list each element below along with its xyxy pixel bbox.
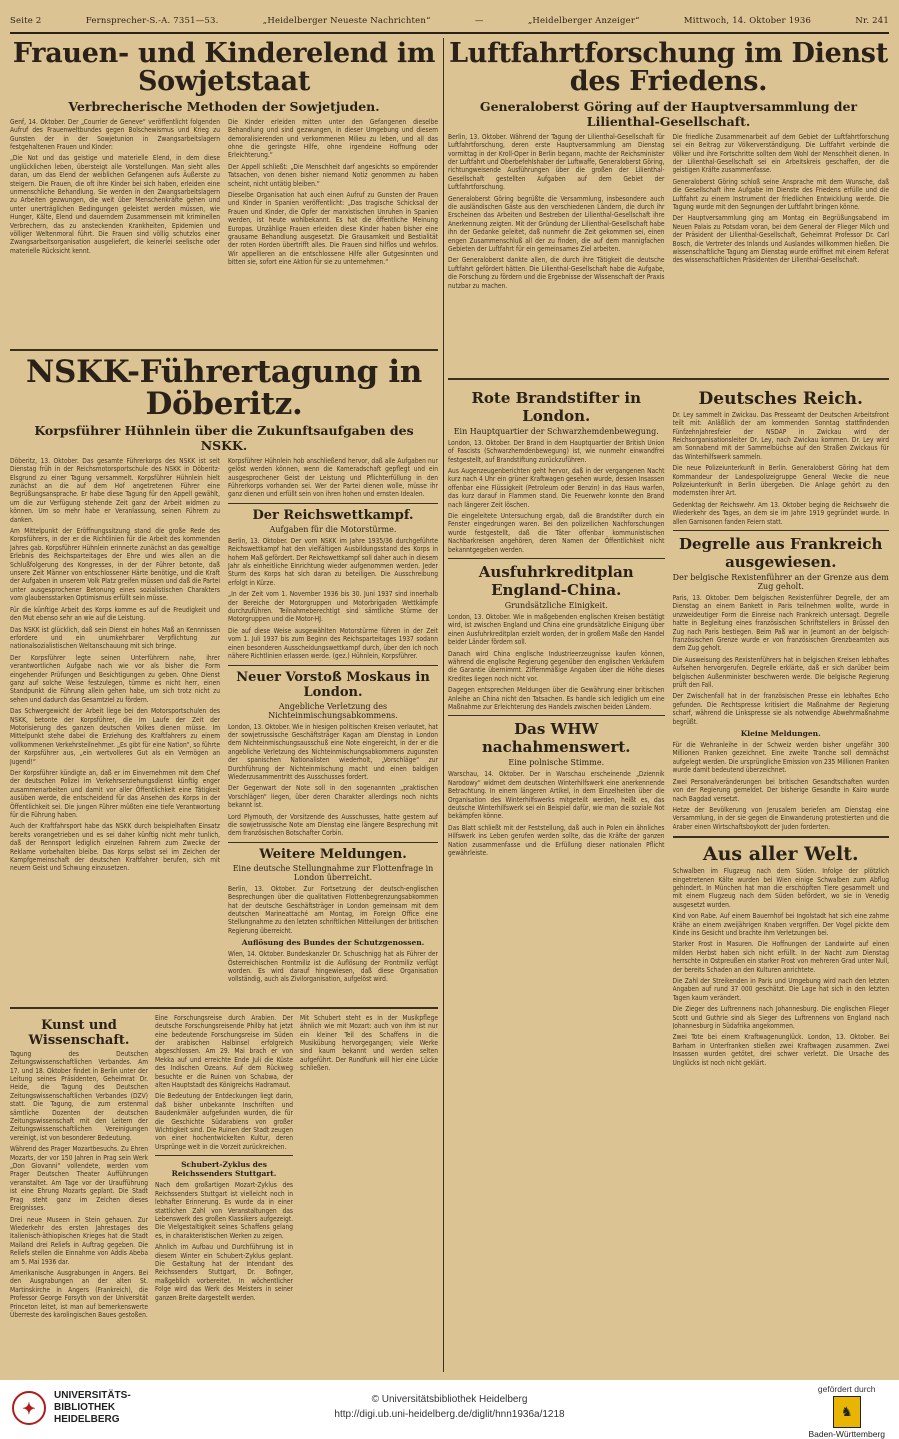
paragraph: Auch der Kraftfahrsport habe das NSKK durch beispielhaften Einsatz bereits vorangetrieben und es sei daher künftig nicht mehr tunlich, daß der Rennsport lediglich einzelnen Fahrern zum Zwecke der Reklame vorbehalten bleibe. Das Korps selbst sei im Zeichen der Kampfgemeinschaft der deutschen Kraftfahrer berufen, sich mit neuem Geist und Schwung einzusetzen. [10, 822, 220, 873]
divider [10, 349, 438, 351]
paragraph: Wien, 14. Oktober. Bundeskanzler Dr. Schuschnigg hat als Führer der Österreichischen Frontmiliz ist die Auflösung der Frontmiliz verfügt worden. Es wird darauf hingewiesen, daß diese Organisation vollständig, auch als Zivilorganisation, aufgelöst wird. [228, 950, 438, 984]
paragraph: Der Korpsführer legte seinen Unterführern nahe, ihrer verantwortlichen Aufgabe nach wie vor als bisher die Form eingehender Prüfungen und Besichtigungen zu geben. Ohne Dienst ganz auf solche Weise festzulegen, tümme es nicht herr, einen Standpunkt die Führung allein gehen habe, um sich trotz nicht zu sehen und dadurch das Gesamtziel zu fördern. [10, 653, 220, 704]
paragraph: Korpsführer Hühnlein hob anschließend hervor, daß alle Aufgaben nur gelöst werden können, wenn die Kameradschaft gepflegt und ein ausgesprochener Geist der Leistung und Pflichterfüllung in den Führerkorps vorhanden sei. Wer der Partei dienen wolle, müsse ihr ganz dienen und erfüllt sein von ihren hohen und ernsten Idealen. [228, 456, 438, 499]
paragraph: Gedenktag der Reichswehr. Am 13. Oktober beging die Reichswehr die Wiederkehr des Tages, an dem sie im Jahre 1919 gegründet wurde. In allen Garnisonen fanden Feiern statt. [672, 500, 889, 526]
headline: Das WHW nachahmenswert. [481, 720, 631, 757]
paragraph: Dr. Ley sammelt in Zwickau. Das Presseamt der Deutschen Arbeitsfront teilt mit: Anläßlich der am kommenden Sonntag stattfindenden Fünfzehnjahresfeier der NSDAP in Zwickau wird der Reichsorganisationsleiter Dr. Ley, nach Zwickau kommen. Dr. Ley wird am Sonnabend mit der Sammelbüchse auf den Straßen Zwickaus für das Winterhilfswerk sammeln. [672, 410, 889, 461]
paragraph: Nach dem großartigen Mozart-Zyklus des Reichssenders Stuttgart ist vielleicht noch in lebhafter Erinnerung. Es wurde da in einer stattlichen Zahl von Veranstaltungen das Lebenswerk des großen Klassikers aufgezeigt. Die Vielgestaltigkeit seines Schaffens gelang es, in charakteristischen Werken zu zeigen. [155, 1181, 293, 1240]
funding-logo[interactable] [808, 1384, 885, 1439]
subheadline: Der belgische Rexistenführer an der Grenze aus dem Zug geholt. [672, 572, 889, 591]
divider [448, 378, 889, 380]
headline: Schubert-Zyklus des Reichssenders Stuttgart. [171, 1160, 277, 1179]
paragraph: Während des Prager Mozartbesuchs. Zu Ehren Mozarts, der vor 150 Jahren in Prag sein Werk „Don Giovanni“ vollendete, werden vom Prager Deutschen Theater Aufführungen veranstaltet. Am Tage vor der Uraufführung ist eine Ehrung Mozarts geplant. Die Stadt Prag steht ganz im Zeichen dieses Ereignisses. [10, 1145, 148, 1213]
paragraph: Drei neue Museen in Stein gehauen. Zur Wiederkehr des ersten Jahrestages des Italienisch-äthiopischen Krieges hat die Stadt Mailand drei Reliefs in Auftrag gegeben. Die Reliefs stellen die Einnahme von Addis Abeba am 5. Mai 1936 dar. [10, 1215, 148, 1266]
paragraph: „Die Not und das geistige und materielle Elend, in dem diese unglücklichen leben, übersteigt alle Vorstellungen. Man sieht alles daran, um das Elend der weiblichen Gefangenen aufs Äußerste zu steigern. Die Frauen, die oft ihre Kinder bei sich haben, erleiden eine unmenschliche Behandlung. Sie werden in den Zwangsarbeitslagern zu Arbeiten gezwungen, die weit über Menschenkräfte gehen und unter unerträglichen Bedingungen geleistet werden müssen, wie Hunger, Kälte, Elend und dauerndem Zusammensein mit kriminellen Verbrechern, das zu ansteckenden Krankheiten, Epidemien und völliger Weltenmoral führt. Die Frauen sind völlig schutzlos einer Zwangsarbeitsorganisation ausgeliefert, die keinerlei seelische oder materielle Rücksicht kennt. [10, 154, 220, 255]
divider [673, 836, 890, 838]
paragraph: „In der Zeit vom 1. November 1936 bis 30. Juni 1937 sind innerhalb der Bereiche der Motorgruppen und Motorbrigaden Wettkämpfe durchzuführen. Teilnahmeberechtigt sind sämtliche Stürme der Motorgruppen und die Motor-HJ. [228, 590, 438, 624]
subheadline: Angebliche Verletzung des Nichteinmischungsabkommens. [268, 701, 398, 720]
headline: Weitere Meldungen. [259, 846, 407, 862]
paragraph: Starker Frost in Masuren. Die Hoffnungen der Landwirte auf einen milden Herbst haben sich nicht erfüllt. In der Nacht zum Dienstag herrschte in Ostpreußen ein starker Frost von mehreren Grad unter Null, der bereits Schaden an den Kulturen anrichtete. [672, 940, 889, 974]
paragraph: Schwalben im Flugzeug nach dem Süden. Infolge der plötzlich eingetretenen Kälte wurden bei Wien einige Schwalben zum Abflug gehindert. In München hat man die erschöpften Tiere gesammelt und mit einem Flugzeug nach dem Süden befördert, wo sie in Venedig ausgesetzt wurden. [672, 867, 889, 909]
column-divider [443, 38, 444, 1372]
headline: Rote Brandstifter in London. [471, 388, 642, 425]
paragraph: London, 13. Oktober. Wie in hiesigen politischen Kreisen verlautet, hat der sowjetrussische Geschäftsträger Kagan am Dienstag in London dem Nichteinmischungsausschuß eine Note eingereicht, in der er die angebliche Verletzung des Nichteinmischungsabkommens zugunsten der spanischen Nationalisten wiederholt, „Vorschläge“ zur Durchführung der Nichteinmischung macht und einen baldigen Wiederzusammentritt des Ausschusses fordert. [228, 722, 438, 781]
paragraph: Danach wird China englische Industrieerzeugnisse kaufen können, während die englische Regierung gegenüber den englischen Verkäufern die Garantie übernimmt. Ziffernmäßige Angaben über die Höhe dieses Kredites liegen noch nicht vor. [448, 649, 665, 683]
article-frauenelend [10, 40, 438, 344]
paragraph: Kind von Rabe. Auf einem Bauernhof bei Ingolstadt hat sich eine zahme Krähe an einem zweijährigen Knaben vergriffen. Der Vogel pickte dem Kinde ins Gesicht und brachte ihm Verletzungen bei. [672, 912, 889, 937]
paragraph: London, 13. Oktober. Wie in maßgebenden englischen Kreisen bestätigt wird, ist zwischen England und China eine grundsätzliche Einigung über einen Ausfuhrkreditplan erzielt worden, der in großem Maße den Handel beider Länder fördern soll. [448, 612, 665, 647]
paragraph: Aus Augenzeugenberichten geht hervor, daß in der vergangenen Nacht kurz nach 4 Uhr ein grüner Kraftwagen gesehen wurde, dessen Insassen offenbar eine Flüssigkeit (Petroleum oder Benzin) in das Haus warfen, das kurz darauf in Flammen stand. Die Feuerwehr konnte den Brand nach längerer Zeit löschen. [448, 466, 665, 509]
paragraph: Die Zieger des Luftrennens nach Johannesburg. Die englischen Flieger Scott und Guthrie sind als Sieger des Luftrennens von England nach Johannesburg in Südafrika angekommen. [672, 1005, 889, 1031]
bottom-section [10, 1014, 438, 1372]
right-lower [448, 385, 889, 1255]
subheadline: Generaloberst Göring auf der Hauptversammlung der Lilienthal-Gesellschaft. [479, 98, 858, 129]
paragraph: Am Mittelpunkt der Eröffnungssitzung stand die große Rede des Korpsführers, in der er die Richtlinien für die Arbeit des kommenden Jahres gab. Korpsführer Hühnlein erinnerte zunächst an das gewaltige Erlebnis des Reichsparteitages der Ehre und wies allen an die Schlußfolgerung des Kongresses, in der der Führer betonte, daß unsere Zeit Männer von entschlossener Härte benötige, und die Kraft der Aufgaben in unserem Volk Platz greifen müssen und daß die Partei unter ausgesprochener Betonung eines sozialistischen Charakters vom glaubensstarken Optimismus erfüllt sein müsse. [10, 527, 220, 603]
paragraph: Der Gegenwart der Note soll in den sogenannten „praktischen Vorschlägen“ liegen, über deren Charakter allerdings noch nichts bekannt ist. [228, 784, 438, 810]
paragraph: Das NSKK ist glücklich, daß sein Dienst ein hohes Maß an Kennnissen erfordere und ein unumkehrbarer Verpflichtung zur nationalsozialistischen Weltanschauung mit sich bringe. [10, 625, 220, 651]
headline: Luftfahrtforschung im Dienst des Friedens. [449, 38, 888, 98]
divider [228, 503, 438, 504]
library-logo[interactable] [12, 1390, 131, 1426]
paragraph: Der Korpsführer kündigte an, daß er im Einvernehmen mit dem Chef der deutschen Polizei im Verkehrserziehungsdienst künftig enger zusammenarbeiten und damit vor aller Öffentlichkeit eine Tätigkeit ausüben werde, die entscheidend für das Ansehen des Korps in der Öffentlichkeit sei. Die jungen Führer müßten eine tiefe Verantwortung für die Führung haben. [10, 769, 220, 820]
subheadline: Korpsführer Hühnlein über die Zukunftsaufgaben des NSKK. [34, 422, 414, 453]
footer-info [200, 1392, 699, 1422]
divider [673, 530, 890, 531]
paragraph: Für die Wehranleihe in der Schweiz werden bisher ungefähr 300 Millionen Franken gezeichnet. Eine zweite Tranche soll demnächst aufgelegt werden. Die ursprüngliche Emission von 235 Millionen Franken wurde damit bedeutend überzeichnet. [672, 741, 889, 775]
subheadline: Auflösung des Bundes der Schutzgenossen. [241, 938, 425, 948]
permalink[interactable]: http://digi.ub.uni-heidelberg.de/diglit/hnn1936a/1218 [334, 1409, 565, 1420]
header-dash: — [474, 16, 484, 26]
page-header [10, 10, 889, 34]
subheadline: Ein Hauptquartier der Schwarzhemdenbewegung. [453, 426, 659, 436]
paragraph: Eine Forschungsreise durch Arabien. Der deutsche Forschungsreisende Philby hat jetzt eine bedeutende Forschungsreise im Süden der arabischen Halbinsel erfolgreich abgeschlossen. Am 29. Mai brach er von Mekka auf und erreichte Ende Juli die Küste des Indischen Ozeans. Auf dem Rückweg besuchte er die Ruinen von Schabwa, der alten Hauptstadt des Königreichs Hadramaut. [155, 1013, 293, 1090]
paragraph: Das Schwergewicht der Arbeit liege bei den Motorsportschulen des NSKK, betonte der Korpsführer, die im Laufe der Zeit der Motorisierung des ganzen deutschen Volkes dienen müsse. Im Mittelpunkt stehe dabei die Erziehung des Kraftfahrers zu einem vollkommenen Verkehrsteilnehmer. „Es gibt für eine Nation“, so führte der Korpsführer aus, „ein wertvolleres Gut als ein Vermögen an Jugend!“ [10, 707, 220, 766]
divider [448, 558, 665, 559]
headline: NSKK-Führertagung in Döberitz. [25, 353, 423, 423]
divider [228, 665, 438, 666]
headline: Kunst und Wissenschaft. [28, 1017, 130, 1048]
library-name: UNIVERSITÄTS- BIBLIOTHEK HEIDELBERG [54, 1390, 131, 1425]
paragraph: Zwei Tote bei einem Kraftwagenunglück. London, 13. Oktober. Bei Barham in Unterfranken stießen zwei Kraftwagen zusammen. Zwei Insassen wurden getötet, drei schwer verletzt. Die Ursache des Unglücks ist noch nicht geklärt. [672, 1033, 889, 1067]
article-schubert-cont [300, 1014, 438, 1372]
headline: Der Reichswettkampf. [252, 507, 414, 523]
headline: Frauen- und Kinderelend im Sowjetstaat [12, 38, 436, 98]
paragraph: Berlin, 13. Oktober. Während der Tagung der Lilienthal-Gesellschaft für Luftfahrtforschung, deren erste Hauptversammlung am Dienstag vormittag in der Kroll-Oper in Berlin begann, machte der Reichsminister der Luftfahrt und Oberbefehlshaber der Luftwaffe, Generaloberst Göring, richtungweisende Ausführungen über die großen der Lilienthal-Gesellschaft gestellten Aufgaben auf dem Gebiet der Luftfahrtforschung. [448, 132, 665, 192]
paragraph: Amerikanische Ausgrabungen in Angers. Bei den Ausgrabungen an der alten St. Martinskirche in Angers (Frankreich), die Professor George Forsyth von der Universität Princeton leitet, ist man auf bemerkenswerte Überreste des karolingischen Baues gestoßen. [10, 1268, 148, 1319]
headline: Degrelle aus Frankreich ausgewiesen. [679, 534, 883, 571]
paragraph: Der Appell schließt: „Die Menschheit darf angesichts so empörender Tatsachen, von denen bisher niemand Notiz genommen zu haben scheint, nicht untätig bleiben.“ [228, 162, 438, 188]
divider [448, 715, 665, 716]
paragraph: Die Kinder erleiden mitten unter den Gefangenen dieselbe Behandlung und sind gezwungen, in dieser Umgebung und diesem demoralisierenden und verkommenen Milieu zu leben, und all das ohne die geringste Hilfe, ohne irgendeine Hoffnung oder Erleichterung.“ [228, 117, 438, 160]
issue-date: Mittwoch, 14. Oktober 1936 [683, 16, 812, 26]
right-half [448, 38, 889, 1372]
article-kunst [10, 1014, 148, 1372]
paragraph: Die Bedeutung der Entdeckungen liegt darin, daß bisher unbekannte Inschriften und Baudenkmäler aufgefunden wurden, die für die Geschichte Südarabiens von großer Wichtigkeit sind. Die Ruinen der Stadt zeugen von einer hochentwickelten Kultur, deren Ursprünge weit in die Vorzeit zurückreichen. [155, 1092, 293, 1151]
paragraph: London, 13. Oktober. Der Brand in dem Hauptquartier der British Union of Fascists (Schwarzhemdenbewegung) ist, wie nunmehr einwandfrei festgestellt, auf Brandstiftung zurückzuführen. [448, 438, 665, 464]
paragraph: Die Zahl der Streikenden in Paris und Umgebung wird nach den letzten Angaben auf rund 37 000 geschätzt. Die Lage hat sich in den letzten Tagen kaum verändert. [672, 977, 889, 1002]
subheadline: Verbrecherische Methoden der Sowjetjuden. [68, 98, 380, 114]
paragraph: Generaloberst Göring begrüßte die Versammlung, insbesondere auch die ausländischen Gäste aus den verschiedenen Ländern, die durch ihr Erscheinen das Arbeiten und Bestreben der Lilienthal-Gesellschaft ihre Anerkennung zeigten. Mit der Gründung der Lilienthal-Gesellschaft habe ihn der Gedanke geleitet, daß nunmehr die Zeit gekommen sei, einen engen Zusammenschluß all der zu finden, die auf dem mannigfachen Gebieten der Luftfahrt für ein gemeinsames Ziel arbeiten. [448, 194, 665, 253]
paragraph: Dagegen entsprechen Meldungen über die Gewährung einer britischen Anleihe an China nicht den Tatsachen. Es handle sich lediglich um eine Maßnahme zur Erleichterung des Handels zwischen beiden Ländern. [448, 686, 665, 712]
paragraph: Berlin, 13. Oktober. Der vom NSKK im Jahre 1935/36 durchgeführte Reichswettkampf hat den vielfältigen Ausbildungsstand des Korps in hohem Maß gefördert. Der Reichswettkampf soll daher auch in diesem Jahr als einheitliche Einrichtung wieder aufgenommen werden. Jeder Sturm des Korps hat sich daran zu beteiligen. Die Ausschreibung erfolgt in Kürze. [228, 536, 438, 587]
paragraph: Tagung des Deutschen Zeitungswissenschaftlichen Verbandes. Am 17. und 18. Oktober findet in Berlin unter der Leitung seines Präsidenten, Geheimrat Dr. Heide, die Tagung des Deutschen Zeitungswissenschaftlichen Verbandes (DZV) statt. Die Tagung, die zum erstenmal sämtliche Dozenten der deutschen Zeitungswissenschaft mit den Leitern der Zeitungswissenschaftlichen Vereinigungen vereinigt, ist von besonderer Bedeutung. [10, 1049, 148, 1142]
paragraph: Die neue Polizeiunterkunft in Berlin. Generaloberst Göring hat dem Kommandeur der Landespolizeigruppe General Wecke die neue Polizeiunterkunft in Berlin übergeben. Die Anlage gehört zu den modernsten ihrer Art. [672, 464, 889, 498]
paragraph: Berlin, 13. Oktober. Zur Fortsetzung der deutsch-englischen Besprechungen über die qualitativen Flottenbegrenzungsabkommen hat der deutsche Geschäftsträger in London gemeinsam mit dem deutschen Marineattaché am Montag, im Foreign Office eine Stellungnahme zu den letzten schriftlichen Mitteilungen der britischen Regierung überreicht. [228, 884, 438, 935]
headline: Deutsches Reich. [698, 388, 863, 409]
page-number: Seite 2 [10, 16, 42, 26]
paragraph: Hetze der Bevölkerung von Jerusalem beriefen am Dienstag eine Versammlung, in der sie gegen die Einwanderung protestierten und die Araber einen Wirtschaftsboykott der Juden forderten. [672, 805, 889, 831]
paragraph: Die Ausweisung des Rexistenführers hat in belgischen Kreisen lebhaftes Aufsehen hervorgerufen. Degrelle erklärte, daß er sich darüber beim belgischen Außenminister beschweren werde. Die belgische Regierung prüft den Fall. [672, 655, 889, 690]
paragraph: Generaloberst Göring schloß seine Ansprache mit dem Wunsche, daß die Gesellschaft ihre Aufgabe im Dienste des Friedens erfülle und die Luftfahrt zu einem Instrument der friedlichen Entwicklung werde. Die Tagung wurde mit den Segnungen der Luftfahrt bringen könne. [672, 177, 889, 211]
paragraph: Für die künftige Arbeit des Korps komme es auf die Freudigkeit und den Mut ebenso sehr an wie auf die Leistung. [10, 605, 220, 623]
paper-name-2: „Heidelberger Anzeiger“ [527, 16, 640, 26]
paragraph: Mit Schubert steht es in der Musikpflege ähnlich wie mit Mozart: auch von ihm ist nur ein kleiner Teil des Schaffens in die Musikübung hervorgegangen; viele Werke sind kaum bekannt und werden selten aufgeführt. Der Rundfunk will hier eine Lücke schließen. [300, 1013, 438, 1073]
paragraph: Die friedliche Zusammenarbeit auf dem Gebiet der Luftfahrtforschung sei ein Beitrag zur Völkerverständigung. Die Luftfahrt verbinde die Völker und ihre Fortschritte sollten dem Wohl der Menschheit dienen. In der Lilienthal-Gesellschaft sei ein Arbeitskreis geschaffen, der die geistigen Kräfte zusammenfasse. [672, 132, 889, 175]
subheadline: Aufgaben für die Motorstürme. [269, 524, 397, 534]
subheadline: Eine polnische Stimme. [508, 758, 605, 768]
headline: Kleine Meldungen. [740, 729, 821, 739]
paragraph: Zwei Personalveränderungen bei britischen Gesandtschaften wurden von der Regierung gemeldet. Der bisherige Gesandte in Kairo wurde nach Bagdad versetzt. [672, 777, 889, 803]
funded-label: gefördert durch [817, 1384, 876, 1394]
viewer-footer [0, 1380, 899, 1437]
paragraph: Der Generaloberst dankte allen, die durch ihre Tätigkeit die deutsche Luftfahrt gefördert hätten. Die Lilienthal-Gesellschaft habe die Aufgabe, die Forschung zu fördern und die Ergebnisse der Wissenschaft der Praxis nutzbar zu machen. [448, 256, 665, 290]
article-nskk [10, 353, 438, 1002]
divider [155, 1155, 293, 1156]
paragraph: Paris, 13. Oktober. Dem belgischen Rexistenführer Degrelle, der am Dienstag an einem Bankett in Paris teilnehmen wollte, wurde in unzweideutiger Form die Einreise nach Frankreich untersagt. Degrelle hatte in Begleitung eines französischen Schriftstellers in Brüssel den Zug nach Paris bestiegen. Beim Paß war in Jeumont an der belgisch-französischen Grenze wurde er von französischen Grenzbeamten aus dem Zug geholt. [672, 593, 889, 653]
paragraph: Der Zwischenfall hat in der französischen Presse ein lebhaftes Echo gefunden. Die Rechtspresse kritisiert die Maßnahme der Regierung scharf, während die Linkspresse sie als notwendige Abwehrmaßnahme begrüßt. [672, 692, 889, 726]
subheadline: Grundsätzliche Einigkeit. [504, 600, 608, 610]
divider [228, 842, 438, 843]
paragraph: Die auf diese Weise ausgewählten Motorstürme führen in der Zeit vom 1. Juli 1937 bis zum Beginn des Reichsparteitages 1937 sodann einen besonderen Ausscheidungswettkampf durch, über den ich noch nähere Richtlinien erlassen werde. (gez.) Hühnlein, Korpsführer. [228, 626, 438, 661]
headline: Aus aller Welt. [702, 843, 859, 866]
divider [10, 1007, 438, 1009]
paragraph: Döberitz, 13. Oktober. Das gesamte Führerkorps des NSKK ist seit Dienstag früh in der Reichsmotorsportschule des NSKK in Döberitz-Elsgrund zu einer Tagung versammelt. Korpsführer Hühnlein hielt zunächst an die auf dem Hof angetretenen Führer eine Begrüßungsansprache. Er habe diese Tagung für den Appell gewählt, um die zur Verfügung stehende Zeit ganz der Arbeit widmen zu können. Um so mehr habe er Veranlassung, seinen Führern zu danken. [10, 456, 220, 524]
paragraph: Das Blatt schließt mit der Feststellung, daß auch in Polen ein ähnliches Hilfswerk ins Leben gerufen werden sollte, das die Kräfte der ganzen Nation zusammenfasse und die Erfüllung dieser nationalen Pflicht gewährleiste. [448, 823, 665, 858]
article-luftfahrt [448, 40, 889, 373]
headline: Ausfuhrkreditplan England-China. [478, 562, 634, 599]
headline: Neuer Vorstoß Moskaus in London. [236, 669, 430, 700]
state-name: Baden-Württemberg [808, 1429, 885, 1439]
library-seal-icon: ✦ [12, 1391, 46, 1425]
paragraph: Warschau, 14. Oktober. Der in Warschau erscheinende „Dziennik Narodowy“ widmet dem deutschen Winterhilfswerk eine anerkennende Betrachtung. In einem längeren Artikel, in dem Einzelheiten über die Organisation des Winterhilfswerks mitgeteilt werden, heißt es, das deutsche Winterhilfswerk sei ein Beispiel dafür, wie man die soziale Not bekämpfen könne. [448, 770, 665, 821]
paragraph: Der Hauptversammlung ging am Montag ein Begrüßungsabend im Neuen Palais zu Potsdam voran, bei dem General der Flieger Milch und der Präsident der Lilienthal-Gesellschaft, Geheimrat Professor Dr. Carl Bosch, die Vertreter des Inlands und Auslandes willkommen hießen. Die wissenschaftliche Tagung am Dienstag wurde eröffnet mit einem Referat des wissenschaftlichen Präsidenten der Lilienthal-Gesellschaft. [672, 214, 889, 265]
issue-number: Nr. 241 [855, 16, 889, 26]
subheadline: Eine deutsche Stellungnahme zur Flottenfrage in London überreicht. [232, 863, 434, 882]
paragraph: Genf, 14. Oktober. Der „Courrier de Geneve“ veröffentlicht folgenden Aufruf des Frauenweltbundes gegen Bolschewismus und Krieg zu Gunsten der in der Sowjetunion in Zwangsarbeitslagern festgehaltenen Frauen und Kinder: [10, 117, 220, 151]
phone-number: Fernsprecher-S.-A. 7351—53. [85, 16, 219, 26]
article-arabien [155, 1014, 293, 1372]
copyright: © Universitätsbibliothek Heidelberg [371, 1394, 528, 1405]
state-crest-icon: ♞ [833, 1396, 861, 1428]
paper-name-1: „Heidelberger Neueste Nachrichten“ [262, 16, 431, 26]
paragraph: Lord Plymouth, der Vorsitzende des Ausschusses, hatte gestern auf die sowjetrussische Note am Dienstag eine längere Besprechung mit dem französischen Botschafter Corbin. [228, 812, 438, 838]
left-half [10, 38, 438, 1372]
paragraph: Ähnlich im Aufbau und Durchführung ist in diesem Winter ein Schubert-Zyklus geplant. Die Gestaltung hat der Intendant des Reichssenders Stuttgart, Dr. Bofinger, maßgeblich vorbereitet. In wöchentlicher Folge wird das Werk des Meisters in seiner ganzen Breite dargestellt werden. [155, 1243, 293, 1302]
paragraph: Die eingeleitete Untersuchung ergab, daß die Brandstifter durch ein Fenster eingedrungen waren. Bei den polizeilichen Nachforschungen wurde festgestellt, daß die Täter offenbar kommunistischen Nachbarkreisen angehören, deren Namen der Öffentlichkeit nicht bekanntgegeben werden. [448, 511, 665, 554]
paragraph: Dieselbe Organisation hat auch einen Aufruf zu Gunsten der Frauen und Kinder in Spanien veröffentlicht: „Das tragische Schicksal der Frauen und Kinder, die Opfer der marxistischen Unruhen in Spanien werden, ist heute wohlbekannt. Es hat die öffentliche Meinung Europas. Unzählige Frauen erleiden diese Kinder haben bisher eine grausame Behandlung ausgesetzt. Die Grausamkeit und Bestialität der roten Horden übertrifft alles. Die Frauen sind hilflos und wehrlos. Wir appellieren an die entschlossene Hilfe aller Gutgesinnten und bitten sie, sofort eine Aktion für sie zu unternehmen.“ [228, 190, 438, 267]
